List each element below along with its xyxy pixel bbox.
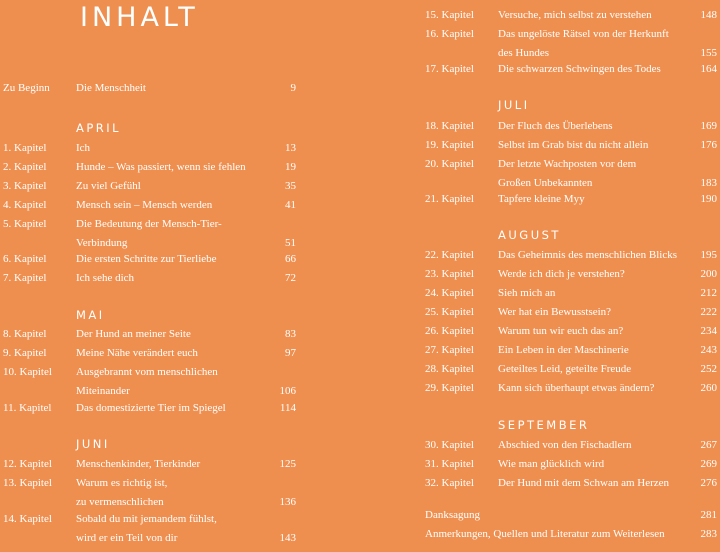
chapter-number: 18. Kapitel — [425, 120, 474, 132]
page-number: 51 — [285, 236, 296, 249]
chapter-title: Die Bedeutung der Mensch-Tier- Verbindung — [76, 218, 222, 249]
chapter-number: 14. Kapitel — [3, 513, 52, 525]
chapter-number: 11. Kapitel — [3, 402, 52, 414]
page-number: 169 — [700, 120, 717, 132]
page-number: 97 — [285, 347, 296, 359]
chapter-number: 17. Kapitel — [425, 63, 474, 75]
chapter-title: Versuche, mich selbst zu verstehen — [498, 9, 652, 21]
page-number: 212 — [700, 287, 717, 299]
page-number: 176 — [700, 139, 717, 151]
page-number: 283 — [700, 528, 717, 540]
chapter-number: Zu Beginn — [3, 82, 50, 94]
page-number: 252 — [700, 363, 717, 375]
chapter-number: 29. Kapitel — [425, 382, 474, 394]
chapter-number: 21. Kapitel — [425, 193, 474, 205]
chapter-title: Warum es richtig ist, zu vermenschlichen — [76, 477, 168, 508]
month-heading-juli: JULI — [498, 98, 530, 112]
chapter-title: Die ersten Schritte zur Tierliebe — [76, 253, 217, 265]
page-number: 155 — [700, 46, 717, 59]
chapter-title: Sieh mich an — [498, 287, 556, 299]
month-heading-mai: MAI — [76, 308, 105, 322]
chapter-number: 27. Kapitel — [425, 344, 474, 356]
page-title: INHALT — [80, 2, 199, 33]
chapter-title: Das domestizierte Tier im Spiegel — [76, 402, 226, 414]
chapter-number: 12. Kapitel — [3, 458, 52, 470]
chapter-title: Der Fluch des Überlebens — [498, 120, 613, 132]
chapter-title: Wer hat ein Bewusstsein? — [498, 306, 612, 318]
chapter-number: 10. Kapitel — [3, 366, 52, 378]
chapter-number: 25. Kapitel — [425, 306, 474, 318]
page-number: 276 — [700, 477, 717, 489]
page-number: 243 — [700, 344, 717, 356]
page-number: 267 — [700, 439, 717, 451]
chapter-title: Zu viel Gefühl — [76, 180, 141, 192]
backmatter-acknowledgements: Danksagung — [425, 509, 480, 521]
chapter-title: Werde ich dich je verstehen? — [498, 268, 625, 280]
right-page — [422, 0, 720, 552]
month-heading-august: AUGUST — [498, 228, 561, 242]
page-number: 41 — [285, 199, 296, 211]
left-page — [0, 0, 300, 552]
chapter-title: Der letzte Wachposten vor dem Großen Unbekannten — [498, 158, 637, 189]
page-number: 114 — [279, 402, 296, 414]
chapter-title: Hunde – Was passiert, wenn sie fehlen — [76, 161, 246, 173]
month-heading-april: APRIL — [76, 121, 122, 135]
page-number: 83 — [285, 328, 296, 340]
page-number: 13 — [285, 142, 296, 154]
chapter-title: Meine Nähe verändert euch — [76, 347, 198, 359]
chapter-title: Die Menschheit — [76, 82, 146, 94]
chapter-title: Menschenkinder, Tierkinder — [76, 458, 201, 470]
chapter-number: 32. Kapitel — [425, 477, 474, 489]
chapter-number: 26. Kapitel — [425, 325, 474, 337]
chapter-number: 3. Kapitel — [3, 180, 47, 192]
chapter-number: 5. Kapitel — [3, 218, 47, 230]
page-number: 195 — [700, 249, 717, 261]
chapter-number: 23. Kapitel — [425, 268, 474, 280]
page-number: 200 — [700, 268, 717, 280]
page-number: 9 — [290, 82, 296, 94]
chapter-number: 13. Kapitel — [3, 477, 52, 489]
chapter-title: Kann sich überhaupt etwas ändern? — [498, 382, 655, 394]
chapter-title: Sobald du mit jemandem fühlst, wird er ein Teil von dir — [76, 513, 217, 544]
chapter-number: 24. Kapitel — [425, 287, 474, 299]
page-number: 183 — [700, 176, 717, 189]
chapter-title: Das ungelöste Rätsel von der Herkunft des Hundes — [498, 28, 669, 59]
chapter-number: 16. Kapitel — [425, 28, 474, 40]
chapter-number: 31. Kapitel — [425, 458, 474, 470]
page-number: 190 — [700, 193, 717, 205]
page-number: 66 — [285, 253, 296, 265]
chapter-number: 30. Kapitel — [425, 439, 474, 451]
chapter-title: Ausgebrannt vom menschlichen Miteinander — [76, 366, 218, 397]
backmatter-notes: Anmerkungen, Quellen und Literatur zum Weiterlesen — [425, 528, 665, 540]
page-number: 72 — [285, 272, 296, 284]
page-number: 19 — [285, 161, 296, 173]
chapter-number: 28. Kapitel — [425, 363, 474, 375]
chapter-title: Abschied von den Fischadlern — [498, 439, 632, 451]
chapter-number: 15. Kapitel — [425, 9, 474, 21]
chapter-title: Selbst im Grab bist du nicht allein — [498, 139, 649, 151]
chapter-number: 7. Kapitel — [3, 272, 47, 284]
page-number: 222 — [700, 306, 717, 318]
chapter-title: Ein Leben in der Maschinerie — [498, 344, 629, 356]
page-number: 106 — [279, 384, 296, 397]
chapter-title: Wie man glücklich wird — [498, 458, 605, 470]
chapter-number: 1. Kapitel — [3, 142, 47, 154]
chapter-title: Das Geheimnis des menschlichen Blicks — [498, 249, 678, 261]
chapter-number: 2. Kapitel — [3, 161, 47, 173]
month-heading-september: SEPTEMBER — [498, 418, 590, 432]
chapter-number: 9. Kapitel — [3, 347, 47, 359]
page-number: 269 — [700, 458, 717, 470]
chapter-title: Mensch sein – Mensch werden — [76, 199, 213, 211]
page-number: 234 — [700, 325, 717, 337]
page-number: 281 — [700, 509, 717, 521]
chapter-title: Tapfere kleine Myy — [498, 193, 585, 205]
page-number: 148 — [700, 9, 717, 21]
chapter-title: Ich sehe dich — [76, 272, 135, 284]
chapter-title: Warum tun wir euch das an? — [498, 325, 624, 337]
chapter-title: Die schwarzen Schwingen des Todes — [498, 63, 661, 75]
chapter-number: 4. Kapitel — [3, 199, 47, 211]
page-number: 260 — [700, 382, 717, 394]
page-number: 136 — [279, 495, 296, 508]
page-number: 125 — [279, 458, 296, 470]
chapter-title: Geteiltes Leid, geteilte Freude — [498, 363, 632, 375]
chapter-number: 22. Kapitel — [425, 249, 474, 261]
page-number: 143 — [279, 531, 296, 544]
chapter-number: 6. Kapitel — [3, 253, 47, 265]
chapter-title: Der Hund an meiner Seite — [76, 328, 191, 340]
chapter-number: 19. Kapitel — [425, 139, 474, 151]
month-heading-juni: JUNI — [76, 437, 110, 451]
chapter-title: Der Hund mit dem Schwan am Herzen — [498, 477, 670, 489]
chapter-number: 8. Kapitel — [3, 328, 47, 340]
chapter-title: Ich — [76, 142, 91, 154]
chapter-number: 20. Kapitel — [425, 158, 474, 170]
page-number: 164 — [700, 63, 717, 75]
page-number: 35 — [285, 180, 296, 192]
